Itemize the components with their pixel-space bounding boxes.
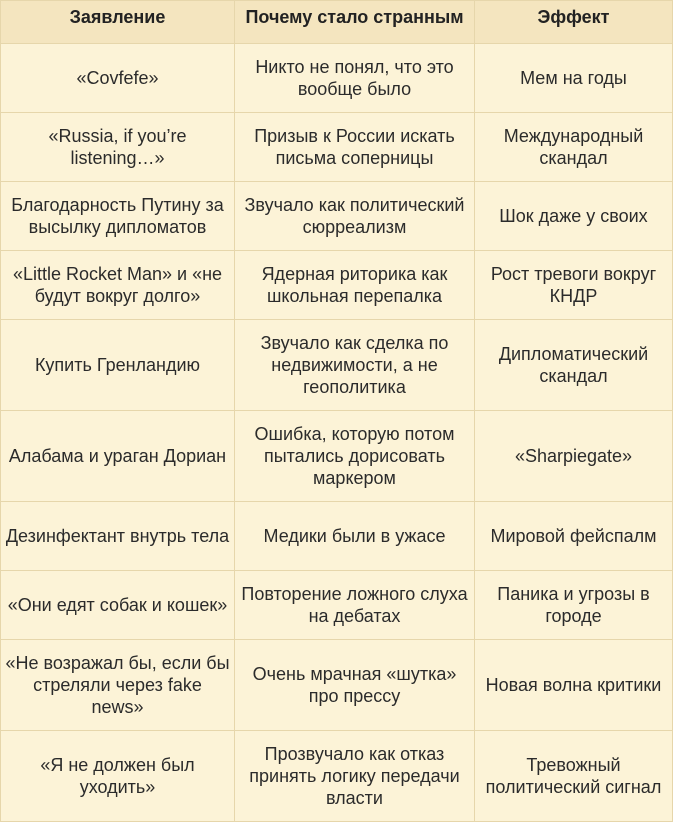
header-effect: Эффект bbox=[475, 1, 673, 44]
table-row bbox=[1, 571, 673, 640]
table-row bbox=[1, 502, 673, 571]
table-row bbox=[1, 320, 673, 411]
cell-effect: Рост тревоги вокруг КНДР bbox=[475, 251, 673, 320]
table-row bbox=[1, 182, 673, 251]
cell-statement: Благодарность Путину за высылку дипломатов bbox=[1, 182, 235, 251]
cell-effect: Паника и угрозы в городе bbox=[475, 571, 673, 640]
cell-effect: «Sharpiegate» bbox=[475, 411, 673, 502]
header-why-strange: Почему стало странным bbox=[235, 1, 475, 44]
cell-statement: «Covfefe» bbox=[1, 44, 235, 113]
cell-why-strange: Никто не понял, что это вообще было bbox=[235, 44, 475, 113]
cell-why-strange: Очень мрачная «шутка» про прессу bbox=[235, 640, 475, 731]
cell-statement: «Russia, if you’re listening…» bbox=[1, 113, 235, 182]
cell-effect: Международный скандал bbox=[475, 113, 673, 182]
cell-statement: Алабама и ураган Дориан bbox=[1, 411, 235, 502]
cell-statement: «Не возражал бы, если бы стреляли через fake news» bbox=[1, 640, 235, 731]
cell-effect: Тревожный политический сигнал bbox=[475, 731, 673, 822]
table-row bbox=[1, 640, 673, 731]
table-row bbox=[1, 113, 673, 182]
cell-statement: Дезинфектант внутрь тела bbox=[1, 502, 235, 571]
cell-effect: Мем на годы bbox=[475, 44, 673, 113]
cell-why-strange: Призыв к России искать письма соперницы bbox=[235, 113, 475, 182]
cell-effect: Новая волна критики bbox=[475, 640, 673, 731]
cell-why-strange: Ошибка, которую потом пытались дорисовать маркером bbox=[235, 411, 475, 502]
cell-why-strange: Повторение ложного слуха на дебатах bbox=[235, 571, 475, 640]
table-row bbox=[1, 251, 673, 320]
cell-effect: Шок даже у своих bbox=[475, 182, 673, 251]
cell-effect: Дипломатический скандал bbox=[475, 320, 673, 411]
cell-statement: «Little Rocket Man» и «не будут вокруг долго» bbox=[1, 251, 235, 320]
table-row bbox=[1, 44, 673, 113]
table-row bbox=[1, 731, 673, 822]
cell-why-strange: Медики были в ужасе bbox=[235, 502, 475, 571]
table-row bbox=[1, 411, 673, 502]
cell-why-strange: Звучало как политический сюрреализм bbox=[235, 182, 475, 251]
cell-why-strange: Ядерная риторика как школьная перепалка bbox=[235, 251, 475, 320]
cell-statement: Купить Гренландию bbox=[1, 320, 235, 411]
cell-why-strange: Звучало как сделка по недвижимости, а не геополитика bbox=[235, 320, 475, 411]
cell-effect: Мировой фейспалм bbox=[475, 502, 673, 571]
cell-why-strange: Прозвучало как отказ принять логику передачи власти bbox=[235, 731, 475, 822]
header-statement: Заявление bbox=[1, 1, 235, 44]
cell-statement: «Я не должен был уходить» bbox=[1, 731, 235, 822]
table-header-row bbox=[1, 1, 673, 44]
cell-statement: «Они едят собак и кошек» bbox=[1, 571, 235, 640]
